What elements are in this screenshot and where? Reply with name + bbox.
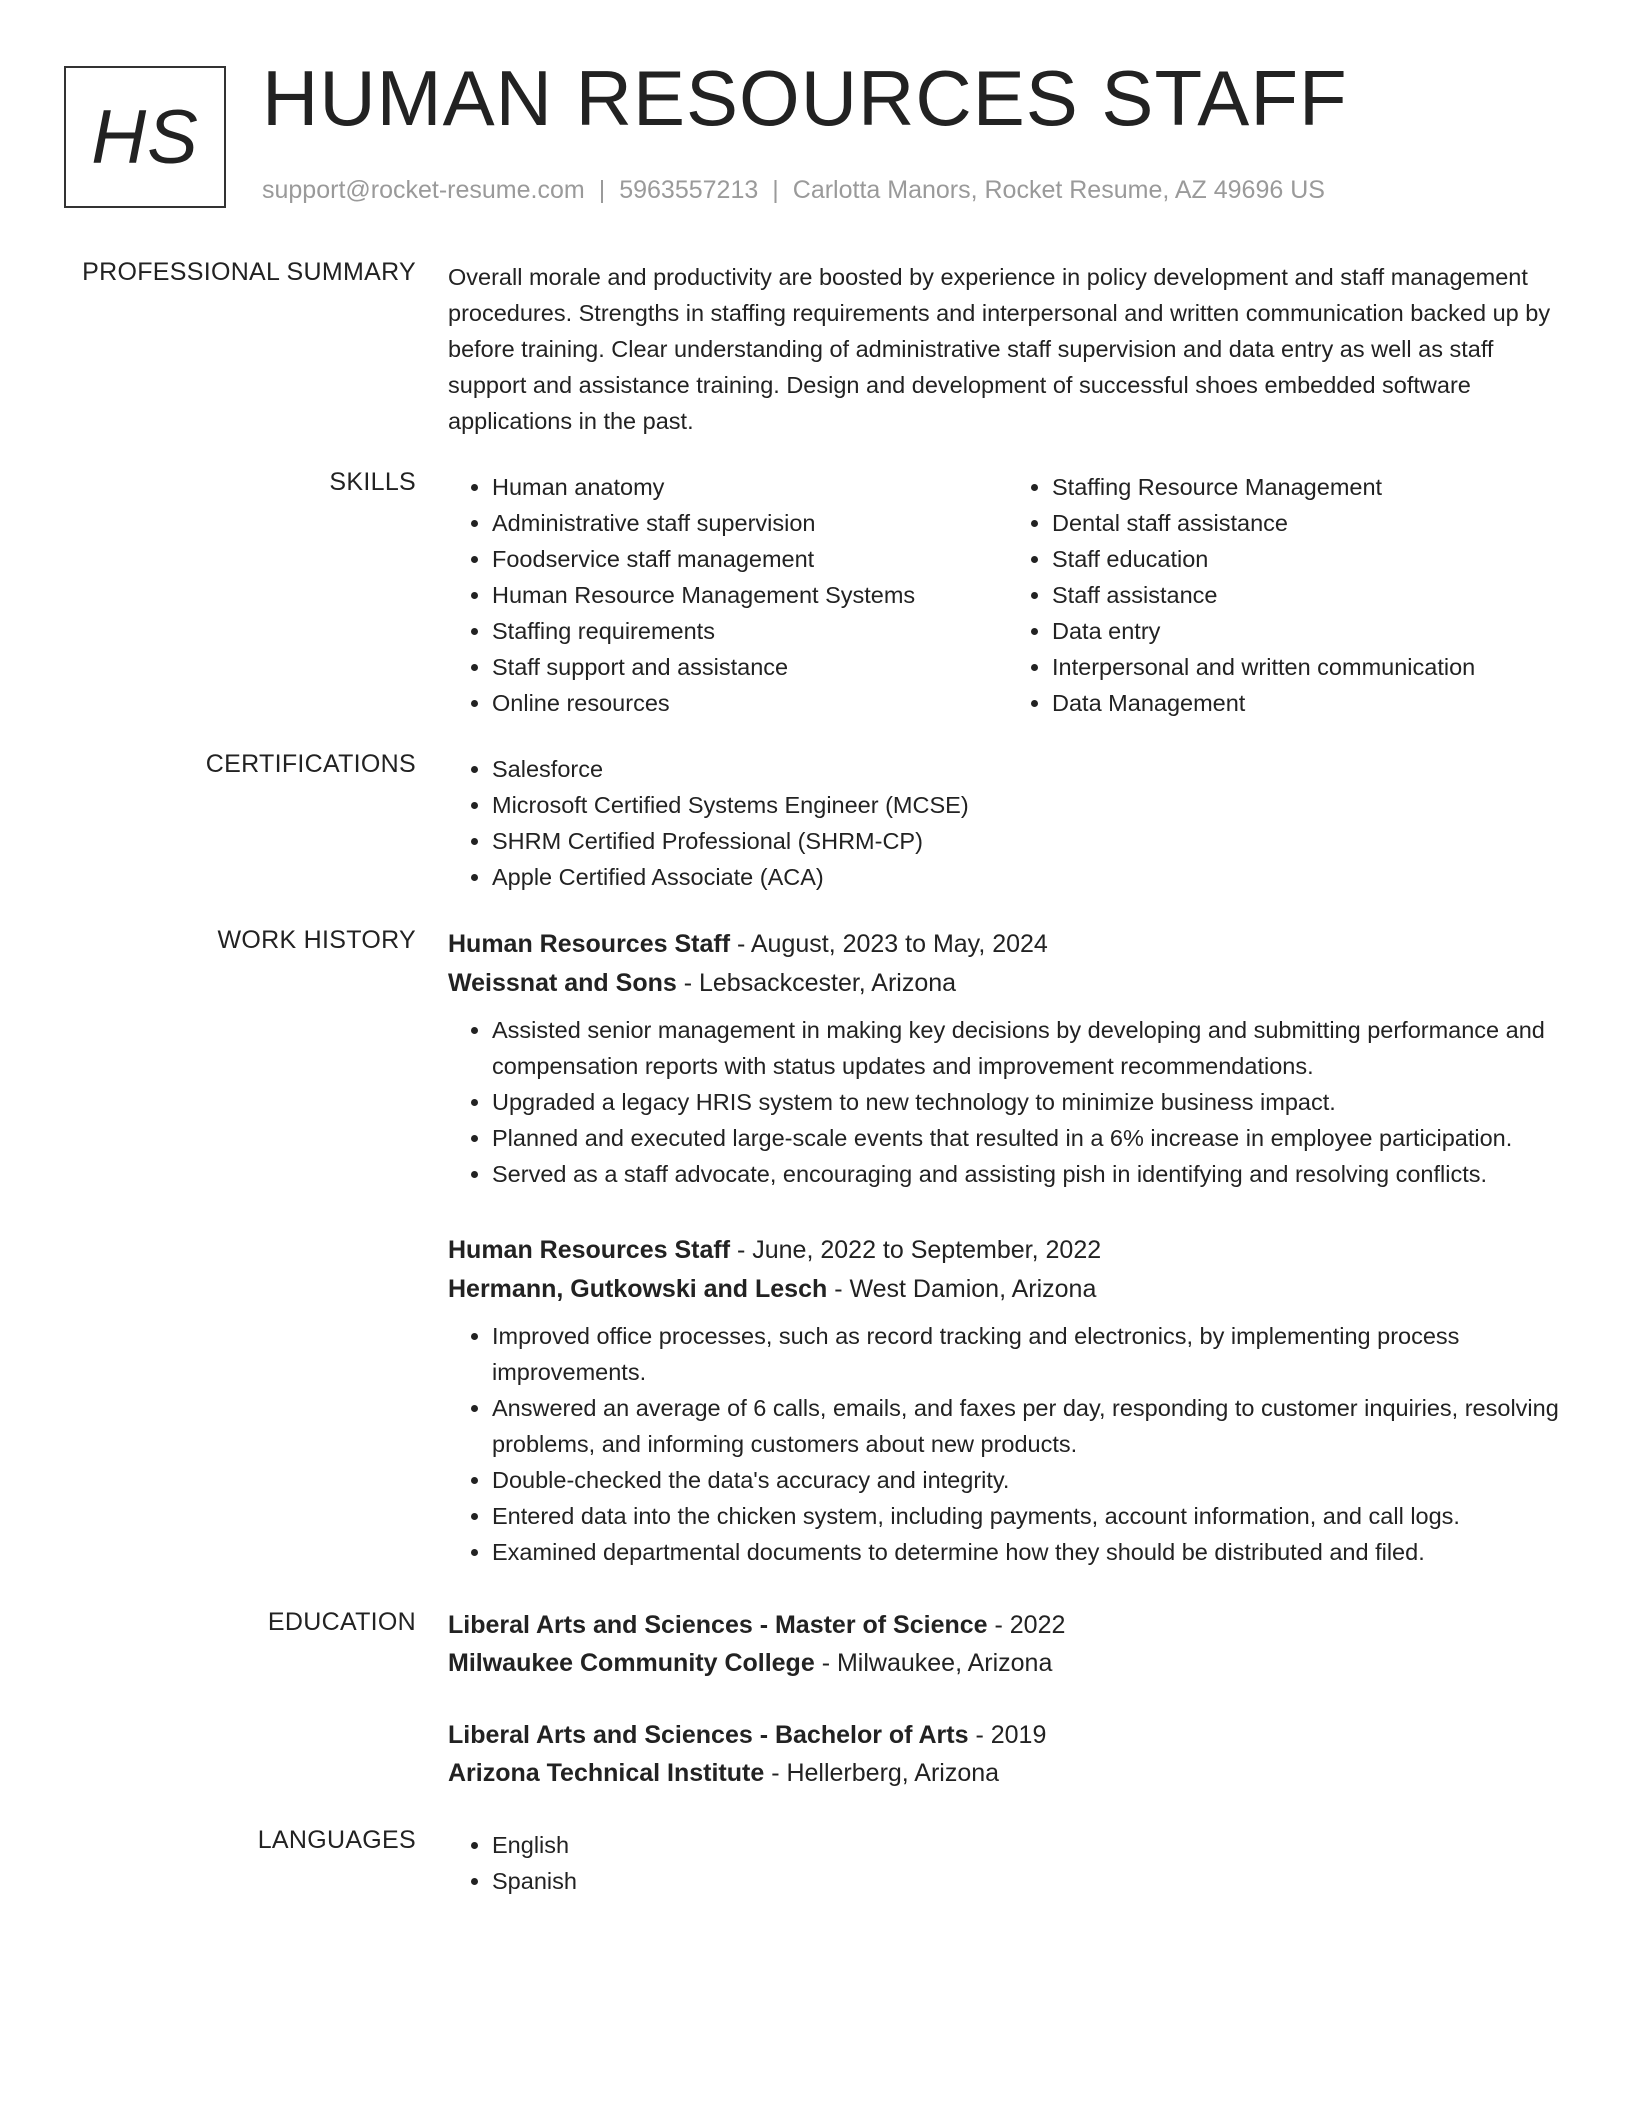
summary-label: PROFESSIONAL SUMMARY (82, 258, 416, 286)
certification-item: • Salesforce (492, 751, 1568, 787)
job-company: Weissnat and Sons (448, 969, 677, 997)
job-bullet: • Improved office processes, such as record tracking and electronics, by implementing process improvements. (492, 1318, 1568, 1390)
skill-item: • Dental staff assistance (1052, 505, 1568, 541)
language-item: • English (492, 1827, 1568, 1863)
language-item: • Spanish (492, 1863, 1568, 1899)
contact-address: Carlotta Manors, Rocket Resume, AZ 49696 US (792, 176, 1325, 204)
skill-item: • Administrative staff supervision (492, 505, 1008, 541)
monogram-badge: HS (64, 66, 226, 208)
contact-line (262, 176, 1325, 205)
contact-separator: | (598, 176, 606, 204)
job-bullets (448, 1012, 1568, 1192)
skill-item: • Online resources (492, 685, 1008, 721)
summary-text: Overall morale and productivity are boosted by experience in policy development and staff management procedures. Strengths in staffing requirements and interpersonal and written communication backed up by before training. Clear understanding of administrative staff supervision and data entry as well as staff support and assistance training. Design and development of successful shoes embedded software applications in the past. (448, 264, 1551, 434)
contact-phone: 5963557213 (619, 176, 759, 204)
education-location: - Hellerberg, Arizona (764, 1759, 1000, 1787)
job-title: Human Resources Staff (448, 930, 731, 958)
work-history-label: WORK HISTORY (217, 926, 416, 954)
languages-list (448, 1827, 1568, 1899)
education-entry (448, 1606, 1568, 1682)
page-title: HUMAN RESOURCES STAFF (262, 54, 1348, 142)
skill-item: • Human anatomy (492, 469, 1008, 505)
skills-label: SKILLS (329, 468, 416, 496)
education-degree: Liberal Arts and Sciences - Master of Science (448, 1611, 988, 1639)
education-label: EDUCATION (267, 1608, 416, 1636)
skill-item: • Data Management (1052, 685, 1568, 721)
job-bullet: • Entered data into the chicken system, including payments, account information, and call logs. (492, 1498, 1568, 1534)
skill-item: • Staffing Resource Management (1052, 469, 1568, 505)
job-bullets (448, 1318, 1568, 1570)
skills-list-right (1008, 469, 1568, 721)
job-bullet: • Planned and executed large-scale events that resulted in a 6% increase in employee participation. (492, 1120, 1568, 1156)
job-title: Human Resources Staff (448, 1236, 731, 1264)
job-entry (448, 924, 1568, 1192)
skill-item: • Staff education (1052, 541, 1568, 577)
certification-item: • Apple Certified Associate (ACA) (492, 859, 1568, 895)
job-company: Hermann, Gutkowski and Lesch (448, 1275, 828, 1303)
education-location: - Milwaukee, Arizona (814, 1649, 1053, 1677)
education-year: - 2022 (987, 1611, 1066, 1639)
skill-item: • Foodservice staff management (492, 541, 1008, 577)
certifications-label: CERTIFICATIONS (205, 750, 416, 778)
job-bullet: • Answered an average of 6 calls, emails, and faxes per day, responding to customer inquiries, resolving problems, and informing customers about new products. (492, 1390, 1568, 1462)
skills-list-left (448, 469, 1008, 721)
skill-item: • Staffing requirements (492, 613, 1008, 649)
contact-email: support@rocket-resume.com (262, 176, 585, 204)
certification-item: • SHRM Certified Professional (SHRM-CP) (492, 823, 1568, 859)
skill-item: • Staff assistance (1052, 577, 1568, 613)
languages-label: LANGUAGES (257, 1826, 416, 1854)
skill-item: • Human Resource Management Systems (492, 577, 1008, 613)
education-school: Arizona Technical Institute (448, 1759, 765, 1787)
job-dates: - June, 2022 to September, 2022 (730, 1236, 1102, 1264)
job-bullet: • Double-checked the data's accuracy and integrity. (492, 1462, 1568, 1498)
job-location: - West Damion, Arizona (827, 1275, 1097, 1303)
skill-item: • Interpersonal and written communication (1052, 649, 1568, 685)
education-entry (448, 1716, 1568, 1792)
education-school: Milwaukee Community College (448, 1649, 815, 1677)
contact-separator: | (772, 176, 779, 204)
job-dates: - August, 2023 to May, 2024 (730, 930, 1048, 958)
job-bullet: • Upgraded a legacy HRIS system to new technology to minimize business impact. (492, 1084, 1568, 1120)
job-location: - Lebsackcester, Arizona (676, 969, 957, 997)
job-bullet: • Assisted senior management in making key decisions by developing and submitting performance and compensation reports with status updates and improvement recommendations. (492, 1012, 1568, 1084)
certification-item: • Microsoft Certified Systems Engineer (MCSE) (492, 787, 1568, 823)
skill-item: • Staff support and assistance (492, 649, 1008, 685)
job-entry (448, 1230, 1568, 1570)
education-year: - 2019 (968, 1721, 1047, 1749)
certifications-list (448, 751, 1568, 895)
job-bullet: • Served as a staff advocate, encouraging and assisting pish in identifying and resolving conflicts. (492, 1156, 1568, 1192)
education-degree: Liberal Arts and Sciences - Bachelor of Arts (448, 1721, 969, 1749)
skill-item: • Data entry (1052, 613, 1568, 649)
job-bullet: • Examined departmental documents to determine how they should be distributed and filed. (492, 1534, 1568, 1570)
